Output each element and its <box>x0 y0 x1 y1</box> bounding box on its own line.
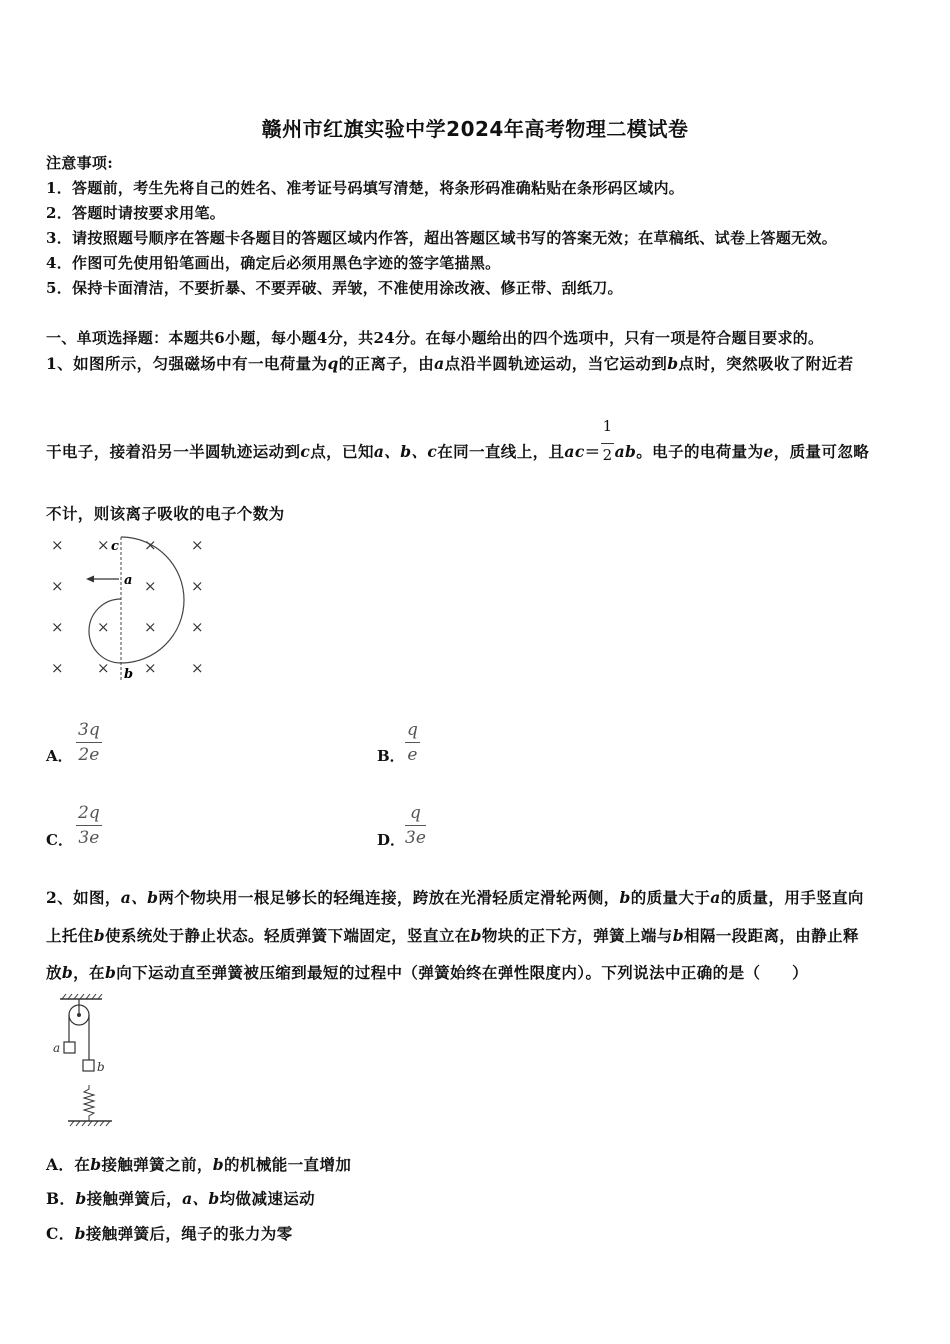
field-cross: × <box>51 618 64 636</box>
field-cross: × <box>191 577 204 595</box>
spring <box>84 1085 94 1121</box>
field-cross: × <box>144 577 157 595</box>
field-cross: × <box>97 536 110 554</box>
q2-option-b: B．b接触弹簧后，a、b均做减速运动 <box>46 1189 316 1208</box>
label-b: b <box>124 667 134 682</box>
notice-item: 2．答题时请按要求用笔。 <box>46 204 226 222</box>
field-cross: × <box>144 618 157 636</box>
q1-line1: 1、如图所示，匀强磁场中有一电荷量为q的正离子，由a点沿半圆轨迹运动，当它运动到b点时，突然吸收了附近若 <box>46 354 854 373</box>
field-cross: × <box>191 659 204 677</box>
option-d-fraction: q 3e <box>405 803 426 848</box>
notice-item: 1．答题前，考生先将自己的姓名、准考证号码填写清楚，将条形码准确粘贴在条形码区域内。 <box>46 179 685 197</box>
field-cross: × <box>191 618 204 636</box>
label-a: a <box>53 1041 61 1055</box>
q1-magnetic-field-figure <box>40 532 220 687</box>
notice-item: 3．请按照题号顺序在答题卡各题目的答题区域内作答，超出答题区域书写的答案无效；在草稿纸、试卷上答题无效。 <box>46 229 838 247</box>
notice-item: 5．保持卡面清洁，不要折暴、不要弄破、弄皱，不准使用涂改液、修正带、刮纸刀。 <box>46 279 623 297</box>
q2-line3: 放b，在b向下运动直至弹簧被压缩到最短的过程中（弹簧始终在弹性限度内）。下列说法中正确的是（ ） <box>46 963 809 982</box>
block-b <box>83 1060 94 1071</box>
arrow-head-icon <box>86 576 94 583</box>
option-a-label: A． <box>46 747 73 765</box>
option-c-label: C． <box>46 831 73 849</box>
notice-item: 4．作图可先使用铅笔画出，确定后必须用黑色字迹的签字笔描黑。 <box>46 254 501 272</box>
field-cross: × <box>51 659 64 677</box>
notice-heading: 注意事项: <box>46 154 114 172</box>
q1-line2: 干电子，接着沿另一半圆轨迹运动到c点，已知a、b、c在同一直线上，且ac＝ $\frac{1}{2}$ ab。电子的电荷量为e，质量可忽略 <box>46 417 870 464</box>
q2-option-a: A．在b接触弹簧之前，b的机械能一直增加 <box>46 1155 352 1174</box>
section-heading: 一、单项选择题：本题共6小题，每小题4分，共24分。在每小题给出的四个选项中，只有一项是符合题目要求的。 <box>46 329 824 347</box>
large-semicircle-path <box>121 537 184 663</box>
option-d-label: D． <box>377 831 406 849</box>
field-cross: × <box>144 659 157 677</box>
page-title: 赣州市红旗实验中学2024年高考物理二模试卷 <box>261 117 689 141</box>
field-cross: × <box>97 659 110 677</box>
option-a-fraction: 3q 2e <box>78 720 100 765</box>
option-c-fraction: 2q 3e <box>78 803 100 848</box>
option-b-fraction: q e <box>407 720 418 765</box>
label-c: c <box>111 539 119 554</box>
q2-option-c: C．b接触弹簧后，绳子的张力为零 <box>46 1224 293 1243</box>
option-b-label: B． <box>377 747 405 765</box>
label-a: a <box>124 573 133 588</box>
field-cross: × <box>191 536 204 554</box>
field-cross: × <box>51 536 64 554</box>
fraction-one-half: $\frac{1}{2}$ <box>602 417 613 464</box>
field-cross: × <box>97 618 110 636</box>
field-cross: × <box>51 577 64 595</box>
q1-line3: 不计，则该离子吸收的电子个数为 <box>46 504 285 523</box>
field-cross: × <box>144 536 157 554</box>
q2-line1: 2、如图，a、b两个物块用一根足够长的轻绳连接，跨放在光滑轻质定滑轮两侧，b的质量大于a的质量，用手竖直向 <box>46 888 864 907</box>
q2-pulley-figure <box>50 993 120 1133</box>
label-b: b <box>97 1060 105 1074</box>
block-a <box>64 1042 75 1053</box>
q2-line2: 上托住b使系统处于静止状态。轻质弹簧下端固定，竖直立在b物块的正下方，弹簧上端与b相隔一段距离，由静止释 <box>46 926 859 945</box>
